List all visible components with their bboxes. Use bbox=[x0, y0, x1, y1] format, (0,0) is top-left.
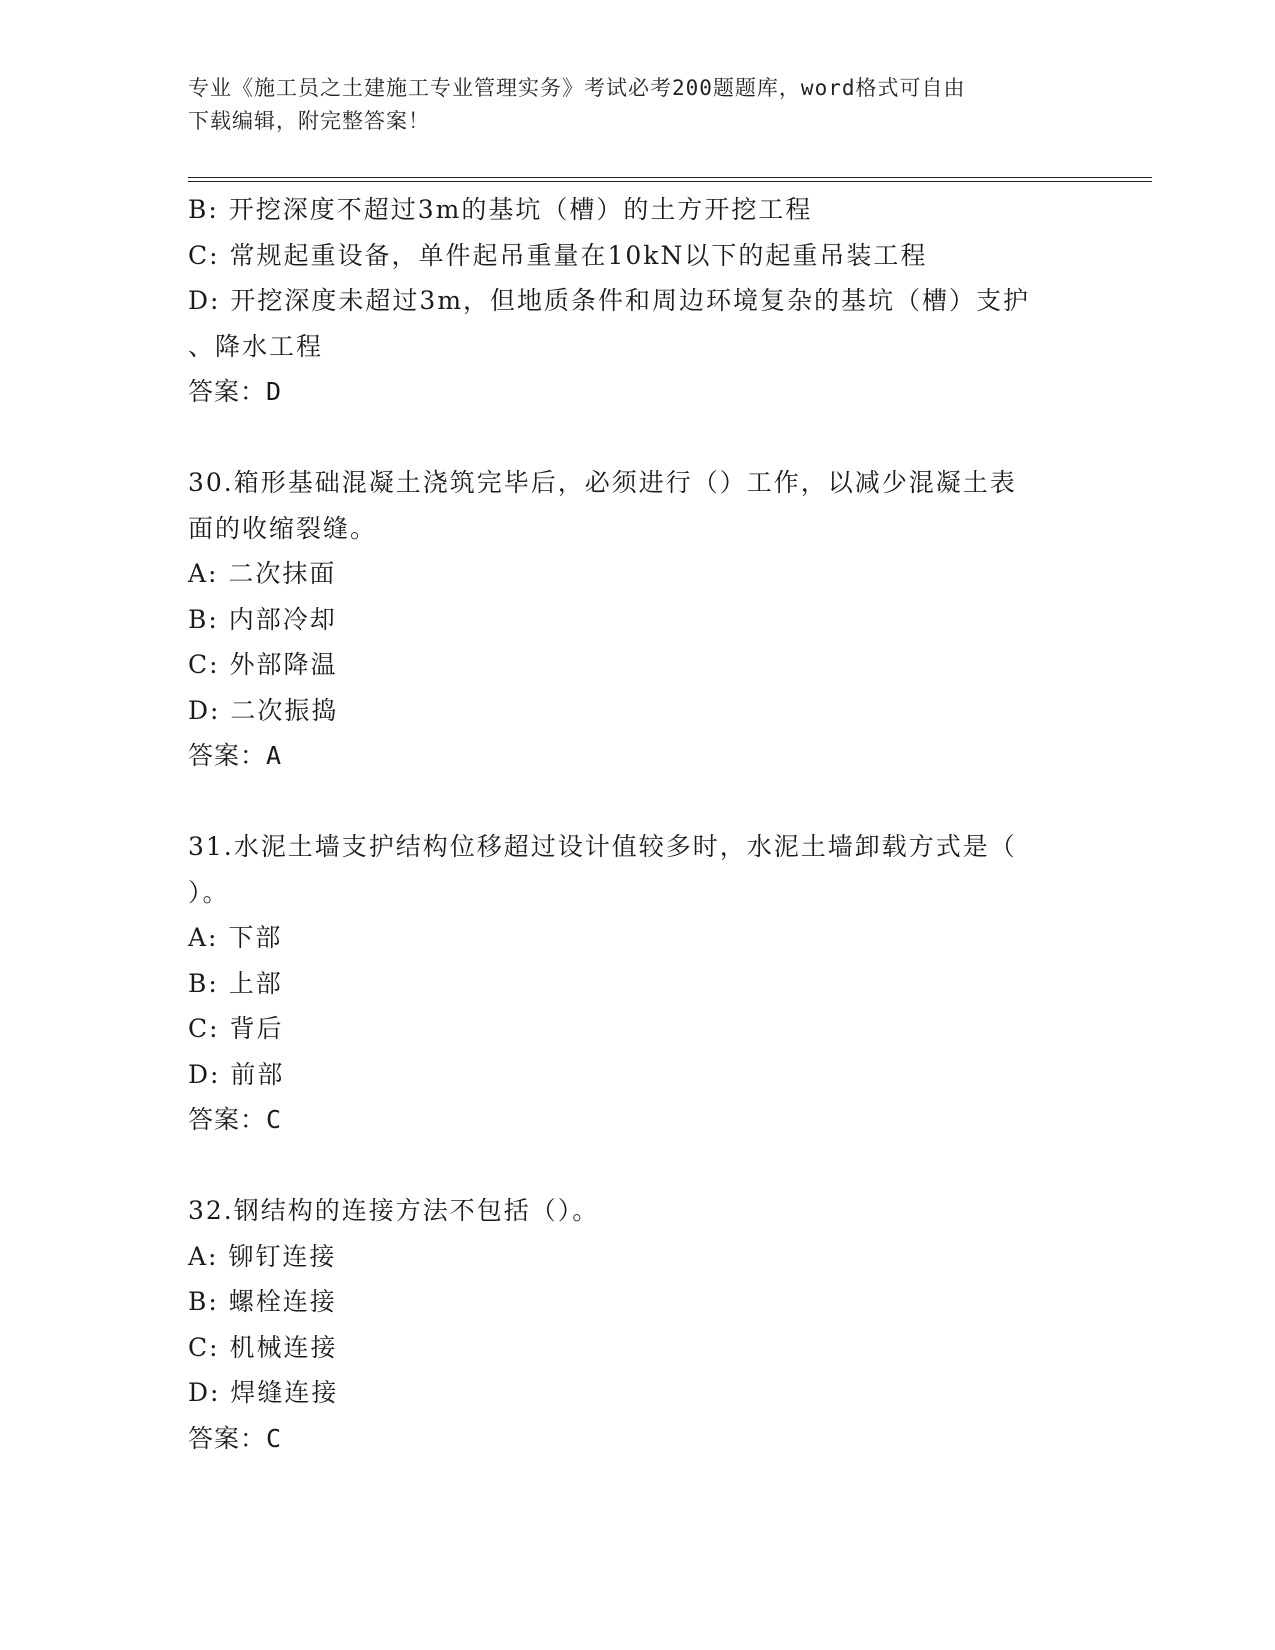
question-stem: 30.箱形基础混凝土浇筑完毕后，必须进行（）工作，以减少混凝土表 bbox=[188, 468, 1017, 497]
question-32 bbox=[188, 1188, 1088, 1461]
header-divider bbox=[188, 177, 1152, 182]
option-b: B: 上部 bbox=[188, 968, 283, 998]
option-c: C: 背后 bbox=[188, 1014, 284, 1043]
option-c: C: 机械连接 bbox=[188, 1332, 338, 1362]
answer-line: 答案：D bbox=[188, 377, 283, 406]
option-c: C: 常规起重设备，单件起吊重量在10kN以下的起重吊装工程 bbox=[188, 240, 928, 270]
answer-line: 答案：C bbox=[188, 1105, 283, 1134]
spacer bbox=[188, 1143, 1088, 1189]
option-b: B: 内部冷却 bbox=[188, 604, 337, 634]
option-d-continued: 、降水工程 bbox=[188, 331, 324, 361]
answer-line: 答案：A bbox=[188, 741, 283, 770]
header-line-1: 专业《施工员之土建施工专业管理实务》考试必考200题题库，word格式可自由 bbox=[188, 76, 966, 100]
spacer bbox=[188, 779, 1088, 825]
option-b: B: 开挖深度不超过3m的基坑（槽）的土方开挖工程 bbox=[188, 195, 813, 224]
question-stem: 31.水泥土墙支护结构位移超过设计值较多时，水泥土墙卸载方式是（ bbox=[188, 832, 1017, 861]
option-d: D: 开挖深度未超过3m，但地质条件和周边环境复杂的基坑（槽）支护 bbox=[188, 286, 1031, 315]
answer-line: 答案：C bbox=[188, 1423, 283, 1453]
option-a: A: 下部 bbox=[188, 923, 283, 952]
question-31 bbox=[188, 824, 1088, 1143]
header-line-2: 下载编辑，附完整答案！ bbox=[188, 109, 430, 133]
option-d: D: 焊缝连接 bbox=[188, 1378, 339, 1407]
option-d: D: 前部 bbox=[188, 1059, 285, 1089]
carryover-question bbox=[188, 187, 1088, 415]
question-stem-continued: ）。 bbox=[188, 877, 230, 907]
option-a: A: 铆钉连接 bbox=[188, 1241, 337, 1271]
option-d: D: 二次振捣 bbox=[188, 695, 339, 725]
spacer bbox=[188, 415, 1088, 461]
question-stem-continued: 面的收缩裂缝。 bbox=[188, 513, 378, 543]
option-a: A: 二次抹面 bbox=[188, 559, 337, 588]
question-content bbox=[188, 187, 1088, 1461]
document-header bbox=[188, 72, 1068, 138]
option-c: C: 外部降温 bbox=[188, 650, 338, 679]
question-30 bbox=[188, 460, 1088, 779]
question-stem: 32.钢结构的连接方法不包括（）。 bbox=[188, 1196, 600, 1225]
option-b: B: 螺栓连接 bbox=[188, 1287, 337, 1316]
